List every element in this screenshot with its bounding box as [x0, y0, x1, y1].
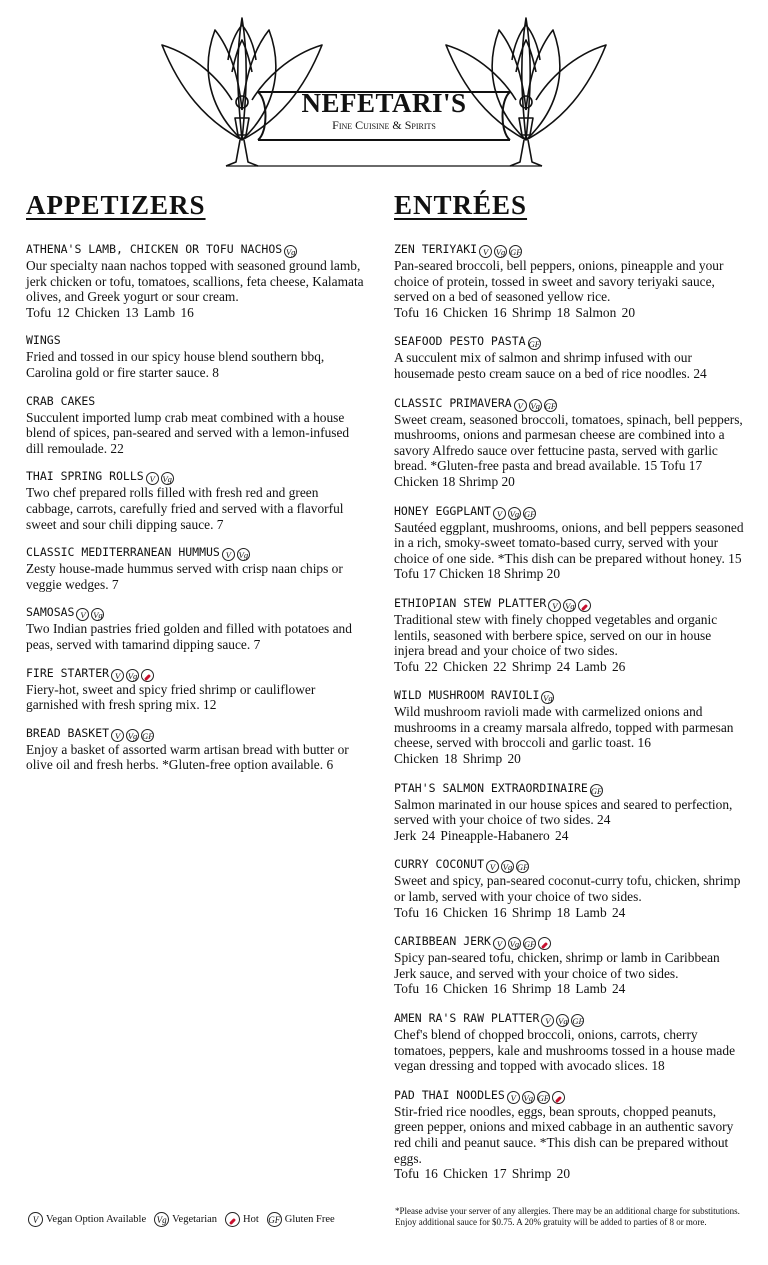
vegan-icon: V	[493, 937, 506, 950]
menu-item-name	[394, 503, 744, 520]
gluten-free-icon: GF	[523, 939, 536, 950]
vegan-icon: V	[486, 860, 499, 873]
menu-item	[394, 856, 744, 920]
menu-item-prices: Tofu 16 Chicken 16 Shrimp 18 Salmon 20	[394, 304, 636, 320]
gluten-free-icon: GF	[510, 247, 522, 257]
hot-pepper-icon	[141, 669, 154, 682]
menu-item	[26, 665, 366, 713]
menu-item-title: CARIBBEAN JERK	[394, 934, 491, 949]
menu-item-name	[26, 725, 366, 742]
menu-item-name	[26, 393, 366, 410]
dietary-legend	[28, 1212, 343, 1227]
menu-item-description: Our specialty naan nachos topped with seasoned ground lamb, jerk chicken or tofu, tomatoes, scallions, feta cheese, Kalamata olives, and Greek yogurt or sour cream.	[26, 258, 364, 305]
menu-item-description: Fiery-hot, sweet and spicy fried shrimp or cauliflower garnished with fresh spring mix. 12	[26, 681, 316, 713]
menu-item-description: Two chef prepared rolls filled with fresh red and green cabbage, carrots, carefully fried and served with a flavorful sweet and sour chili dipping sauce. 7	[26, 485, 344, 532]
menu-item-title: FIRE STARTER	[26, 665, 110, 680]
gluten-free-icon: GF	[528, 339, 540, 350]
menu-item	[26, 332, 366, 380]
menu-item-description: A succulent mix of salmon and shrimp infused with our housemade pesto cream sauce on a bed of rice noodles. 24	[394, 350, 707, 381]
menu-item-name	[26, 665, 366, 682]
menu-item-name	[394, 241, 744, 258]
menu-item-prices: Tofu 12 Chicken 13 Lamb 16	[26, 304, 194, 320]
menu-item-title: CURRY COCONUT	[394, 857, 485, 872]
menu-item	[394, 333, 744, 381]
menu-item-name	[26, 604, 366, 621]
gluten-free-icon: GF	[544, 400, 557, 411]
menu-item	[394, 933, 744, 997]
hot-pepper-icon	[578, 599, 591, 612]
vegetarian-icon: Vg	[543, 693, 553, 704]
entree-list	[394, 241, 744, 1182]
vegetarian-icon: Vg	[509, 508, 520, 519]
vegetarian-icon: Vg	[509, 939, 520, 950]
menu-item-description: Zesty house-made hummus served with crisp naan chips or veggie wedges. 7	[26, 561, 343, 592]
gluten-free-icon: GF	[537, 1092, 550, 1103]
menu-item-title: ATHENA'S LAMB, CHICKEN OR TOFU NACHOS	[26, 242, 283, 256]
menu-item	[394, 1087, 744, 1182]
menu-item-name	[394, 1087, 744, 1104]
menu-item-description: Salmon marinated in our house spices and seared to perfection, served with your choice of two sides. 24	[394, 796, 733, 828]
menu-item-prices: Jerk 24 Pineapple-Habanero 24	[394, 827, 569, 843]
menu-item-prices: Tofu 16 Chicken 17 Shrimp 20	[394, 1166, 571, 1182]
hot-pepper-icon	[538, 937, 551, 950]
menu-item-description: Pan-seared broccoli, bell peppers, onions, pineapple and your choice of protein, tossed in sweet and savory teriyaki sauce, served on a bed of seasoned yellow rice.	[394, 258, 724, 305]
menu-item-title: AMEN RA'S RAW PLATTER	[394, 1011, 540, 1025]
menu-item-prices: Tofu 16 Chicken 16 Shrimp 18 Lamb 24	[394, 904, 626, 920]
legend-vegetarian	[154, 1212, 217, 1227]
menu-item-name	[394, 780, 744, 797]
legend-vegetarian-label: Vegetarian	[172, 1214, 218, 1225]
vegetarian-icon: Vg	[502, 862, 513, 873]
menu-item-name	[394, 395, 744, 412]
menu-item-title: HONEY EGGPLANT	[394, 503, 491, 518]
menu-item-description: Fried and tossed in our spicy house blend southern bbq, Carolina gold or fire starter sauce. 8	[26, 349, 325, 380]
menu-item-title: THAI SPRING ROLLS	[26, 469, 144, 484]
menu-item-description: Spicy pan-seared tofu, chicken, shrimp or lamb in Caribbean Jerk sauce, and served with your choice of two sides.	[394, 950, 720, 981]
menu-item-title: WINGS	[26, 333, 61, 348]
menu-item	[26, 468, 366, 532]
appetizers-section	[26, 188, 366, 785]
vegan-icon: V	[507, 1091, 520, 1104]
gluten-free-icon: GF	[517, 862, 529, 873]
menu-item-title: WILD MUSHROOM RAVIOLI	[394, 688, 540, 703]
vegan-icon: V	[111, 729, 124, 742]
gluten-free-icon: GF	[142, 730, 154, 741]
menu-item-title: CRAB CAKES	[26, 393, 96, 408]
vegetarian-icon: Vg	[495, 247, 506, 257]
vegetarian-icon: Vg	[93, 610, 103, 621]
vegan-icon: V	[28, 1212, 43, 1227]
menu-item-description: Chef's blend of chopped broccoli, onions, carrots, cherry tomatoes, peppers, kale and mushrooms tossed in a house made vegan dressing and topped with avocado slices. 18	[394, 1027, 736, 1074]
vegetarian-icon: Vg	[558, 1016, 568, 1026]
menu-item-title: SAMOSAS	[26, 605, 75, 620]
menu-item	[26, 544, 366, 592]
menu-item-prices: Tofu 22 Chicken 22 Shrimp 24 Lamb 26	[394, 658, 626, 674]
appetizers-title: APPETIZERS	[26, 190, 206, 220]
menu-item-prices: Tofu 16 Chicken 16 Shrimp 18 Lamb 24	[394, 981, 626, 997]
menu-item	[394, 503, 744, 582]
menu-item-description: Stir-fried rice noodles, eggs, bean sprouts, chopped peanuts, green pepper, onions and mixed cabbage in an authentic savory red chili and peanut sauce. *This dish can be prepared without eggs.	[394, 1103, 734, 1166]
gluten-free-icon: GF	[267, 1212, 282, 1227]
vegetarian-icon: Vg	[530, 400, 540, 411]
legend-hot	[225, 1212, 259, 1227]
vegetarian-icon: Vg	[154, 1212, 169, 1227]
gluten-free-icon: GF	[572, 1016, 584, 1026]
legend-vegan-label: Vegan Option Available	[46, 1214, 147, 1225]
vegetarian-icon: Vg	[523, 1092, 533, 1103]
menu-item-description: Succulent imported lump crab meat combined with a house blend of spices, pan-seared and served with a lemon-infused dill remoulade. 22	[26, 409, 350, 456]
menu-item-name	[394, 856, 744, 873]
vegetarian-icon: Vg	[565, 600, 575, 611]
menu-item-title: ETHIOPIAN STEW PLATTER	[394, 595, 547, 610]
vegan-icon: V	[541, 1014, 554, 1027]
vegetarian-icon: Vg	[127, 730, 138, 741]
menu-item	[26, 725, 366, 773]
menu-item-name	[26, 544, 366, 561]
allergy-footnote: *Please advise your server of any allergies. There may be an additional charge for substitutions. Enjoy additional sauce for $0.75. A 20% gratuity will be added to parties of 8 or more.	[395, 1206, 740, 1227]
menu-item-name	[394, 333, 744, 350]
appetizer-list	[26, 241, 366, 773]
legend-gluten-free-label: Gluten Free	[284, 1214, 335, 1225]
menu-item-name	[26, 332, 366, 349]
vegan-icon: V	[479, 245, 492, 258]
menu-item	[26, 604, 366, 652]
gluten-free-icon: GF	[523, 508, 536, 519]
entrees-section	[394, 188, 744, 1195]
menu-item-description: Two Indian pastries fried golden and filled with potatoes and peas, served with tamarind dipping sauce. 7	[26, 621, 352, 652]
menu-item-description: Enjoy a basket of assorted warm artisan bread with butter or olive oil and fresh herbs. *Gluten-free option available. 6	[26, 741, 349, 773]
menu-item-title: SEAFOOD PESTO PASTA	[394, 334, 526, 349]
menu-item-title: PAD THAI NOODLES	[394, 1087, 505, 1102]
menu-item-description: Sweet cream, seasoned broccoli, tomatoes, spinach, bell peppers, mushrooms, onions and parmesan cheese are combined into a savory Alfredo sauce over fettucine pasta, served with garlic bread. *Gluten-free pasta and bread available. 15 Tofu 17 Chicken 18 Shrimp 20	[394, 411, 743, 489]
menu-item	[394, 687, 744, 766]
menu-item-description: Sautéed eggplant, mushrooms, onions, and bell peppers seasoned in a rich, smoky-sweet tomato-based curry, served with your choice of one side. *This dish can be prepared without honey. 15 Tofu 17 Chicken 18 Shrimp 20	[394, 519, 744, 582]
hot-pepper-icon	[225, 1212, 240, 1227]
menu-item-title: CLASSIC PRIMAVERA	[394, 395, 512, 410]
vegan-icon: V	[493, 507, 506, 520]
menu-item	[394, 780, 744, 844]
menu-item-title: BREAD BASKET	[26, 725, 110, 740]
menu-item-name	[26, 468, 366, 485]
menu-item-description: Wild mushroom ravioli made with carmelized onions and mushrooms in a creamy marsala alfredo, topped with parmesan cheese, served with broccoli and garlic toast. 16	[394, 704, 734, 751]
legend-gluten-free	[267, 1212, 335, 1227]
menu-item	[26, 241, 366, 320]
header	[0, 0, 768, 180]
brand-title: NEFETARI'S	[301, 88, 467, 118]
legend-vegan	[28, 1212, 146, 1227]
menu-item-description: Traditional stew with finely chopped vegetables and organic lentils, seasoned with berbere spice, served on our in house injera bread and your choice of two sides.	[394, 611, 718, 659]
menu-item	[394, 241, 744, 320]
menu-item-name	[26, 241, 366, 258]
brand	[262, 88, 506, 132]
menu-item-description: Sweet and spicy, pan-seared coconut-curry tofu, chicken, shrimp or lamb, served with your choice of two sides.	[394, 873, 741, 905]
menu-item-name	[394, 595, 744, 612]
hot-pepper-icon	[552, 1091, 565, 1104]
brand-tagline: Fine Cuisine & Spirits	[332, 118, 436, 132]
vegetarian-icon: Vg	[127, 670, 138, 681]
vegan-icon: V	[111, 669, 124, 682]
menu-item	[26, 393, 366, 457]
menu-item-prices: Chicken 18 Shrimp 20	[394, 751, 521, 767]
menu-item	[394, 1010, 744, 1074]
menu-item-title: CLASSIC MEDITERRANEAN HUMMUS	[26, 545, 220, 560]
menu-item-name	[394, 687, 744, 704]
gluten-free-icon: GF	[590, 785, 603, 796]
vegetarian-icon: Vg	[238, 550, 249, 561]
vegan-icon: V	[222, 548, 235, 561]
menu-item-title: PTAH'S SALMON EXTRAORDINAIRE	[394, 780, 588, 795]
entrees-title: ENTRÉES	[394, 190, 528, 220]
vegetarian-icon: Vg	[162, 474, 172, 485]
menu-item	[394, 595, 744, 674]
menu-item-name	[394, 933, 744, 950]
menu-item	[394, 395, 744, 490]
vegan-icon: V	[514, 399, 527, 412]
vegan-icon: V	[146, 472, 159, 485]
menu-item-name	[394, 1010, 744, 1027]
vegan-icon: V	[548, 599, 561, 612]
legend-hot-label: Hot	[243, 1214, 259, 1225]
menu-item-title: ZEN TERIYAKI	[394, 242, 478, 256]
vegan-icon: V	[76, 608, 89, 621]
vegetarian-icon: Vg	[285, 247, 296, 257]
